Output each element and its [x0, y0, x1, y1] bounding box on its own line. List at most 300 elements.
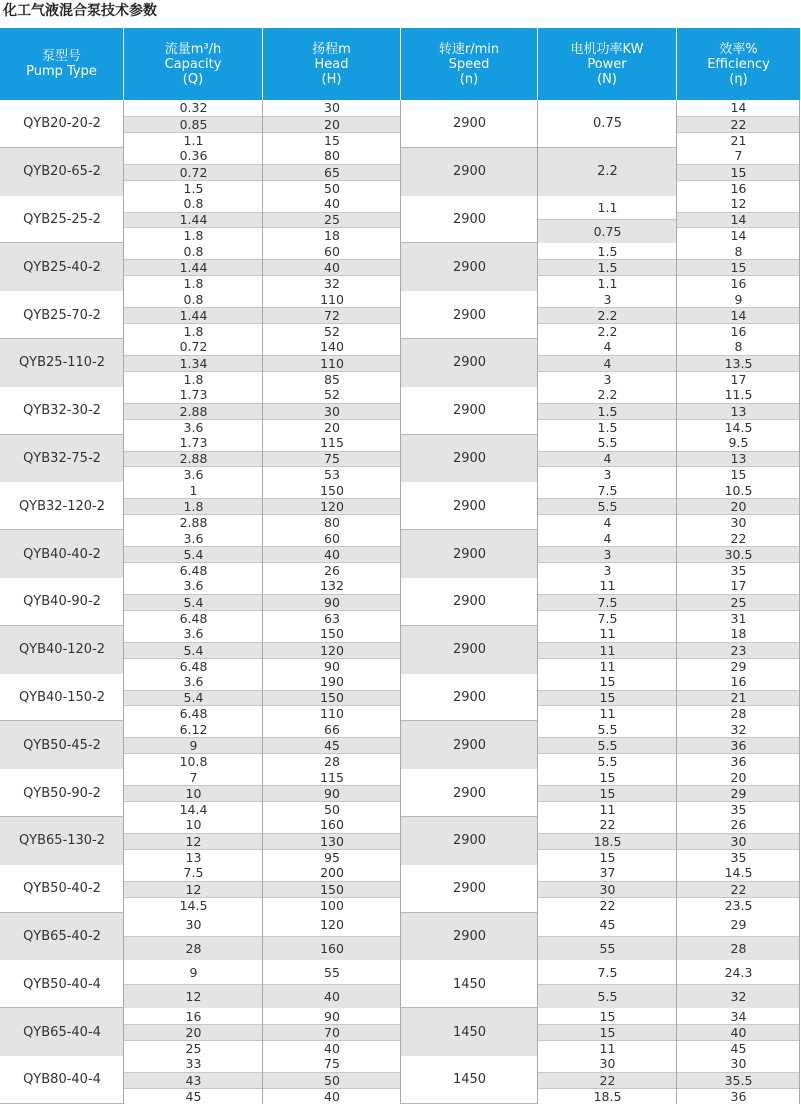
head-value: 160 — [263, 936, 401, 960]
power-value: 1.5 — [538, 259, 677, 275]
head-value: 115 — [263, 435, 401, 451]
power-value: 5.5 — [538, 737, 677, 753]
power-value: 45 — [538, 913, 677, 937]
head-value: 75 — [263, 1056, 401, 1072]
capacity-value: 0.8 — [124, 243, 263, 259]
head-value: 26 — [263, 562, 401, 578]
pump-type-value: QYB40-150-2 — [18, 689, 106, 705]
speed-value: 2900 — [401, 243, 538, 291]
head-value: 40 — [263, 1040, 401, 1056]
head-value: 66 — [263, 721, 401, 737]
header-power-en: Power — [587, 56, 627, 72]
capacity-value: 1.34 — [124, 355, 263, 371]
efficiency-value: 30 — [677, 833, 800, 849]
speed-value: 2900 — [452, 594, 487, 610]
efficiency-value: 32 — [677, 721, 800, 737]
capacity-value: 5.4 — [124, 690, 263, 706]
efficiency-value: 16 — [677, 275, 800, 291]
capacity-value: 12 — [124, 984, 263, 1008]
power-value: 15 — [538, 785, 677, 801]
pump-type-value: QYB25-40-2 — [0, 243, 124, 291]
power-value: 22 — [538, 817, 677, 833]
capacity-value: 3.6 — [124, 578, 263, 594]
head-value: 63 — [263, 610, 401, 626]
capacity-value: 0.72 — [124, 164, 263, 180]
page-title: 化工气液混合泵技术参数 — [3, 3, 157, 19]
head-value: 150 — [263, 626, 401, 642]
head-value: 120 — [263, 498, 401, 514]
power-value: 4 — [538, 355, 677, 371]
power-value: 11 — [538, 642, 677, 658]
pump-type-value: QYB32-75-2 — [0, 435, 124, 483]
capacity-value: 7 — [124, 769, 263, 785]
head-value: 52 — [263, 323, 401, 339]
efficiency-value: 22 — [677, 881, 800, 897]
power-value: 3 — [538, 371, 677, 387]
speed-value: 2900 — [452, 307, 487, 323]
head-value: 90 — [263, 785, 401, 801]
capacity-value: 3.6 — [124, 626, 263, 642]
power-value: 1.5 — [538, 403, 677, 419]
efficiency-value: 28 — [677, 705, 800, 721]
head-value: 40 — [263, 196, 401, 212]
pump-type-value: QYB50-90-2 — [23, 785, 101, 801]
speed-value: 2900 — [452, 785, 487, 801]
efficiency-value: 28 — [677, 936, 800, 960]
head-value: 50 — [263, 801, 401, 817]
speed-value: 2900 — [401, 913, 538, 961]
efficiency-value: 22 — [677, 530, 800, 546]
head-value: 90 — [263, 658, 401, 674]
capacity-value: 6.12 — [124, 721, 263, 737]
efficiency-value: 23 — [677, 642, 800, 658]
capacity-value: 1.5 — [124, 180, 263, 196]
power-value: 7.5 — [538, 610, 677, 626]
head-value: 40 — [263, 546, 401, 562]
capacity-value: 5.4 — [124, 594, 263, 610]
efficiency-value: 26 — [677, 817, 800, 833]
header-head — [263, 28, 400, 100]
efficiency-value: 35.5 — [677, 1072, 800, 1088]
capacity-value: 3.6 — [124, 530, 263, 546]
head-value: 70 — [263, 1024, 401, 1040]
speed-value: 2900 — [401, 148, 538, 196]
pump-type-value: QYB32-30-2 — [23, 403, 101, 419]
power-value: 1.5 — [538, 419, 677, 435]
head-value: 28 — [263, 753, 401, 769]
efficiency-value: 15 — [677, 259, 800, 275]
head-value: 18 — [263, 227, 401, 243]
power-value: 30 — [538, 881, 677, 897]
head-value: 53 — [263, 466, 401, 482]
capacity-value: 7.5 — [124, 865, 263, 881]
power-value: 15 — [538, 769, 677, 785]
head-value: 72 — [263, 307, 401, 323]
pump-type-value: QYB25-70-2 — [23, 307, 101, 323]
header-efficiency — [677, 28, 800, 100]
capacity-value: 6.48 — [124, 705, 263, 721]
header-speed-en: Speed — [448, 56, 490, 72]
column-divider — [400, 100, 401, 1104]
head-value: 132 — [263, 578, 401, 594]
efficiency-value: 21 — [677, 690, 800, 706]
capacity-value: 3.6 — [124, 674, 263, 690]
head-value: 85 — [263, 371, 401, 387]
capacity-value: 16 — [124, 1008, 263, 1024]
speed-value: 2900 — [452, 689, 487, 705]
capacity-value: 5.4 — [124, 546, 263, 562]
capacity-value: 10.8 — [124, 753, 263, 769]
head-value: 100 — [263, 897, 401, 913]
capacity-value: 30 — [124, 913, 263, 937]
power-value: 37 — [538, 865, 677, 881]
header-efficiency-en: Efficiency — [707, 56, 770, 72]
power-value: 2.2 — [538, 387, 677, 403]
efficiency-value: 29 — [677, 913, 800, 937]
head-value: 52 — [263, 387, 401, 403]
head-value: 95 — [263, 849, 401, 865]
pump-type-value: QYB65-130-2 — [0, 817, 124, 865]
power-value: 11 — [538, 658, 677, 674]
power-value: 0.75 — [593, 116, 622, 132]
capacity-value: 1.8 — [124, 323, 263, 339]
efficiency-value: 29 — [677, 658, 800, 674]
power-value: 4 — [538, 514, 677, 530]
pump-type-value: QYB25-25-2 — [23, 211, 101, 227]
power-value: 5.5 — [538, 984, 677, 1008]
power-value: 7.5 — [538, 482, 677, 498]
head-value: 50 — [263, 180, 401, 196]
efficiency-value: 21 — [677, 132, 800, 148]
pump-type-value: QYB50-40-2 — [23, 881, 101, 897]
power-value: 3 — [538, 291, 677, 307]
efficiency-value: 30 — [677, 514, 800, 530]
header-power-sym: (N) — [597, 71, 617, 87]
speed-value: 2900 — [401, 626, 538, 674]
efficiency-value: 36 — [677, 737, 800, 753]
capacity-value: 1.1 — [124, 132, 263, 148]
speed-value: 1450 — [401, 1008, 538, 1056]
capacity-value: 0.32 — [124, 100, 263, 116]
head-value: 130 — [263, 833, 401, 849]
power-value: 30 — [538, 1056, 677, 1072]
head-value: 90 — [263, 594, 401, 610]
head-value: 120 — [263, 913, 401, 937]
capacity-value: 14.4 — [124, 801, 263, 817]
pump-type-value: QYB40-120-2 — [0, 626, 124, 674]
efficiency-value: 13 — [677, 451, 800, 467]
efficiency-value: 17 — [677, 371, 800, 387]
power-value: 7.5 — [538, 594, 677, 610]
capacity-value: 6.48 — [124, 562, 263, 578]
power-value: 5.5 — [538, 721, 677, 737]
power-value: 11 — [538, 578, 677, 594]
power-value: 15 — [538, 1008, 677, 1024]
head-value: 40 — [263, 259, 401, 275]
capacity-value: 1.44 — [124, 212, 263, 228]
pump-type-value: QYB40-40-2 — [0, 530, 124, 578]
efficiency-value: 15 — [677, 466, 800, 482]
power-value: 11 — [538, 626, 677, 642]
efficiency-value: 36 — [677, 753, 800, 769]
head-value: 15 — [263, 132, 401, 148]
efficiency-value: 29 — [677, 785, 800, 801]
efficiency-value: 34 — [677, 1008, 800, 1024]
capacity-value: 1.8 — [124, 227, 263, 243]
efficiency-value: 15 — [677, 164, 800, 180]
capacity-value: 9 — [124, 960, 263, 984]
head-value: 20 — [263, 116, 401, 132]
column-divider — [676, 100, 677, 1104]
speed-value: 2900 — [452, 498, 487, 514]
power-value: 0.75 — [538, 219, 677, 243]
capacity-value: 1 — [124, 482, 263, 498]
efficiency-value: 22 — [677, 116, 800, 132]
capacity-value: 6.48 — [124, 658, 263, 674]
speed-value: 2900 — [452, 881, 487, 897]
head-value: 55 — [263, 960, 401, 984]
capacity-value: 2.88 — [124, 451, 263, 467]
efficiency-value: 31 — [677, 610, 800, 626]
header-efficiency-zh: 效率% — [719, 41, 758, 57]
capacity-value: 12 — [124, 833, 263, 849]
capacity-value: 2.88 — [124, 514, 263, 530]
capacity-value: 0.8 — [124, 196, 263, 212]
head-value: 160 — [263, 817, 401, 833]
efficiency-value: 12 — [677, 196, 800, 212]
pump-type-value: QYB65-40-2 — [0, 913, 124, 961]
spec-table — [0, 28, 800, 1111]
power-value: 2.2 — [538, 307, 677, 323]
efficiency-value: 16 — [677, 180, 800, 196]
head-value: 190 — [263, 674, 401, 690]
speed-value: 1450 — [452, 976, 487, 992]
header-power-zh: 电机功率KW — [570, 41, 644, 57]
capacity-value: 10 — [124, 785, 263, 801]
pump-type-value: QYB50-40-4 — [23, 976, 101, 992]
efficiency-value: 14 — [677, 227, 800, 243]
capacity-value: 10 — [124, 817, 263, 833]
efficiency-value: 32 — [677, 984, 800, 1008]
head-value: 65 — [263, 164, 401, 180]
speed-value: 2900 — [401, 435, 538, 483]
capacity-value: 43 — [124, 1072, 263, 1088]
column-divider — [123, 100, 124, 1104]
power-value: 15 — [538, 674, 677, 690]
power-value: 1.1 — [538, 196, 677, 220]
head-value: 75 — [263, 451, 401, 467]
capacity-value: 5.4 — [124, 642, 263, 658]
head-value: 110 — [263, 355, 401, 371]
header-head-zh: 扬程m — [312, 41, 351, 57]
power-value: 4 — [538, 530, 677, 546]
capacity-value: 1.73 — [124, 387, 263, 403]
head-value: 80 — [263, 148, 401, 164]
head-value: 50 — [263, 1072, 401, 1088]
efficiency-value: 14 — [677, 100, 800, 116]
power-value: 1.1 — [538, 275, 677, 291]
efficiency-value: 11.5 — [677, 387, 800, 403]
pump-type-value: QYB50-45-2 — [0, 721, 124, 769]
header-speed-sym: (n) — [459, 71, 479, 87]
capacity-value: 3.6 — [124, 419, 263, 435]
capacity-value: 2.88 — [124, 403, 263, 419]
power-value: 5.5 — [538, 498, 677, 514]
power-value: 22 — [538, 1072, 677, 1088]
header-speed — [401, 28, 537, 100]
efficiency-value: 9.5 — [677, 435, 800, 451]
column-divider — [537, 100, 538, 1104]
efficiency-value: 14.5 — [677, 419, 800, 435]
power-value: 3 — [538, 466, 677, 482]
efficiency-value: 8 — [677, 243, 800, 259]
efficiency-value: 13.5 — [677, 355, 800, 371]
header-head-sym: (H) — [321, 71, 342, 87]
head-value: 140 — [263, 339, 401, 355]
speed-value: 2900 — [452, 211, 487, 227]
efficiency-value: 35 — [677, 849, 800, 865]
efficiency-value: 18 — [677, 626, 800, 642]
head-value: 30 — [263, 100, 401, 116]
pump-type-value: QYB32-120-2 — [18, 498, 106, 514]
head-value: 30 — [263, 403, 401, 419]
power-value: 11 — [538, 801, 677, 817]
head-value: 150 — [263, 690, 401, 706]
header-pump-type-en: Pump Type — [26, 64, 97, 79]
power-value: 1.5 — [538, 243, 677, 259]
power-value: 11 — [538, 705, 677, 721]
efficiency-value: 30 — [677, 1056, 800, 1072]
power-value: 18.5 — [538, 833, 677, 849]
speed-value: 2900 — [401, 721, 538, 769]
power-value: 15 — [538, 1024, 677, 1040]
speed-value: 2900 — [401, 530, 538, 578]
capacity-value: 14.5 — [124, 897, 263, 913]
pump-type-value: QYB40-90-2 — [23, 594, 101, 610]
efficiency-value: 20 — [677, 498, 800, 514]
power-value: 15 — [538, 690, 677, 706]
head-value: 110 — [263, 291, 401, 307]
speed-value: 2900 — [401, 339, 538, 387]
pump-type-value: QYB20-65-2 — [0, 148, 124, 196]
head-value: 45 — [263, 737, 401, 753]
power-value: 4 — [538, 451, 677, 467]
head-value: 120 — [263, 642, 401, 658]
capacity-value: 20 — [124, 1024, 263, 1040]
pump-type-value: QYB25-110-2 — [0, 339, 124, 387]
head-value: 150 — [263, 881, 401, 897]
head-value: 20 — [263, 419, 401, 435]
efficiency-value: 20 — [677, 769, 800, 785]
pump-type-value: QYB20-20-2 — [23, 116, 101, 132]
pump-type-value: QYB80-40-4 — [23, 1072, 101, 1088]
efficiency-value: 7 — [677, 148, 800, 164]
head-value: 40 — [263, 984, 401, 1008]
head-value: 90 — [263, 1008, 401, 1024]
power-value: 7.5 — [538, 960, 677, 984]
speed-value: 2900 — [401, 817, 538, 865]
head-value: 115 — [263, 769, 401, 785]
column-divider — [262, 100, 263, 1104]
power-value: 4 — [538, 339, 677, 355]
power-value: 22 — [538, 897, 677, 913]
efficiency-value: 45 — [677, 1040, 800, 1056]
efficiency-value: 36 — [677, 1088, 800, 1104]
pump-type-value: QYB65-40-4 — [0, 1008, 124, 1056]
header-speed-zh: 转速r/min — [438, 41, 500, 57]
efficiency-value: 14 — [677, 307, 800, 323]
power-value: 2.2 — [538, 148, 677, 196]
power-value: 15 — [538, 849, 677, 865]
efficiency-value: 10.5 — [677, 482, 800, 498]
capacity-value: 6.48 — [124, 610, 263, 626]
head-value: 60 — [263, 243, 401, 259]
efficiency-value: 17 — [677, 578, 800, 594]
capacity-value: 1.73 — [124, 435, 263, 451]
capacity-value: 25 — [124, 1040, 263, 1056]
head-value: 200 — [263, 865, 401, 881]
capacity-value: 1.44 — [124, 307, 263, 323]
capacity-value: 33 — [124, 1056, 263, 1072]
efficiency-value: 24.3 — [677, 960, 800, 984]
capacity-value: 1.8 — [124, 275, 263, 291]
speed-value: 1450 — [452, 1072, 487, 1088]
column-divider — [799, 100, 800, 1104]
efficiency-value: 14 — [677, 212, 800, 228]
capacity-value: 12 — [124, 881, 263, 897]
speed-value: 2900 — [452, 403, 487, 419]
capacity-value: 1.44 — [124, 259, 263, 275]
efficiency-value: 30.5 — [677, 546, 800, 562]
capacity-value: 3.6 — [124, 466, 263, 482]
efficiency-value: 35 — [677, 801, 800, 817]
power-value: 2.2 — [538, 323, 677, 339]
capacity-value: 9 — [124, 737, 263, 753]
head-value: 150 — [263, 482, 401, 498]
efficiency-value: 8 — [677, 339, 800, 355]
efficiency-value: 16 — [677, 323, 800, 339]
power-value: 11 — [538, 1040, 677, 1056]
capacity-value: 0.8 — [124, 291, 263, 307]
efficiency-value: 13 — [677, 403, 800, 419]
header-efficiency-sym: (η) — [729, 71, 748, 87]
head-value: 40 — [263, 1088, 401, 1104]
efficiency-value: 40 — [677, 1024, 800, 1040]
capacity-value: 0.36 — [124, 148, 263, 164]
power-value: 3 — [538, 562, 677, 578]
efficiency-value: 35 — [677, 562, 800, 578]
capacity-value: 0.72 — [124, 339, 263, 355]
header-capacity-zh: 流量m³/h — [164, 41, 222, 57]
efficiency-value: 23.5 — [677, 897, 800, 913]
head-value: 80 — [263, 514, 401, 530]
head-value: 25 — [263, 212, 401, 228]
header-pump-type-zh: 泵型号 — [41, 49, 81, 64]
header-capacity-sym: (Q) — [182, 71, 204, 87]
power-value: 5.5 — [538, 753, 677, 769]
efficiency-value: 9 — [677, 291, 800, 307]
efficiency-value: 25 — [677, 594, 800, 610]
header-capacity — [124, 28, 262, 100]
power-value: 3 — [538, 546, 677, 562]
capacity-value: 1.8 — [124, 498, 263, 514]
header-capacity-en: Capacity — [164, 56, 222, 72]
capacity-value: 13 — [124, 849, 263, 865]
efficiency-value: 16 — [677, 674, 800, 690]
capacity-value: 45 — [124, 1088, 263, 1104]
head-value: 60 — [263, 530, 401, 546]
header-power — [538, 28, 676, 100]
